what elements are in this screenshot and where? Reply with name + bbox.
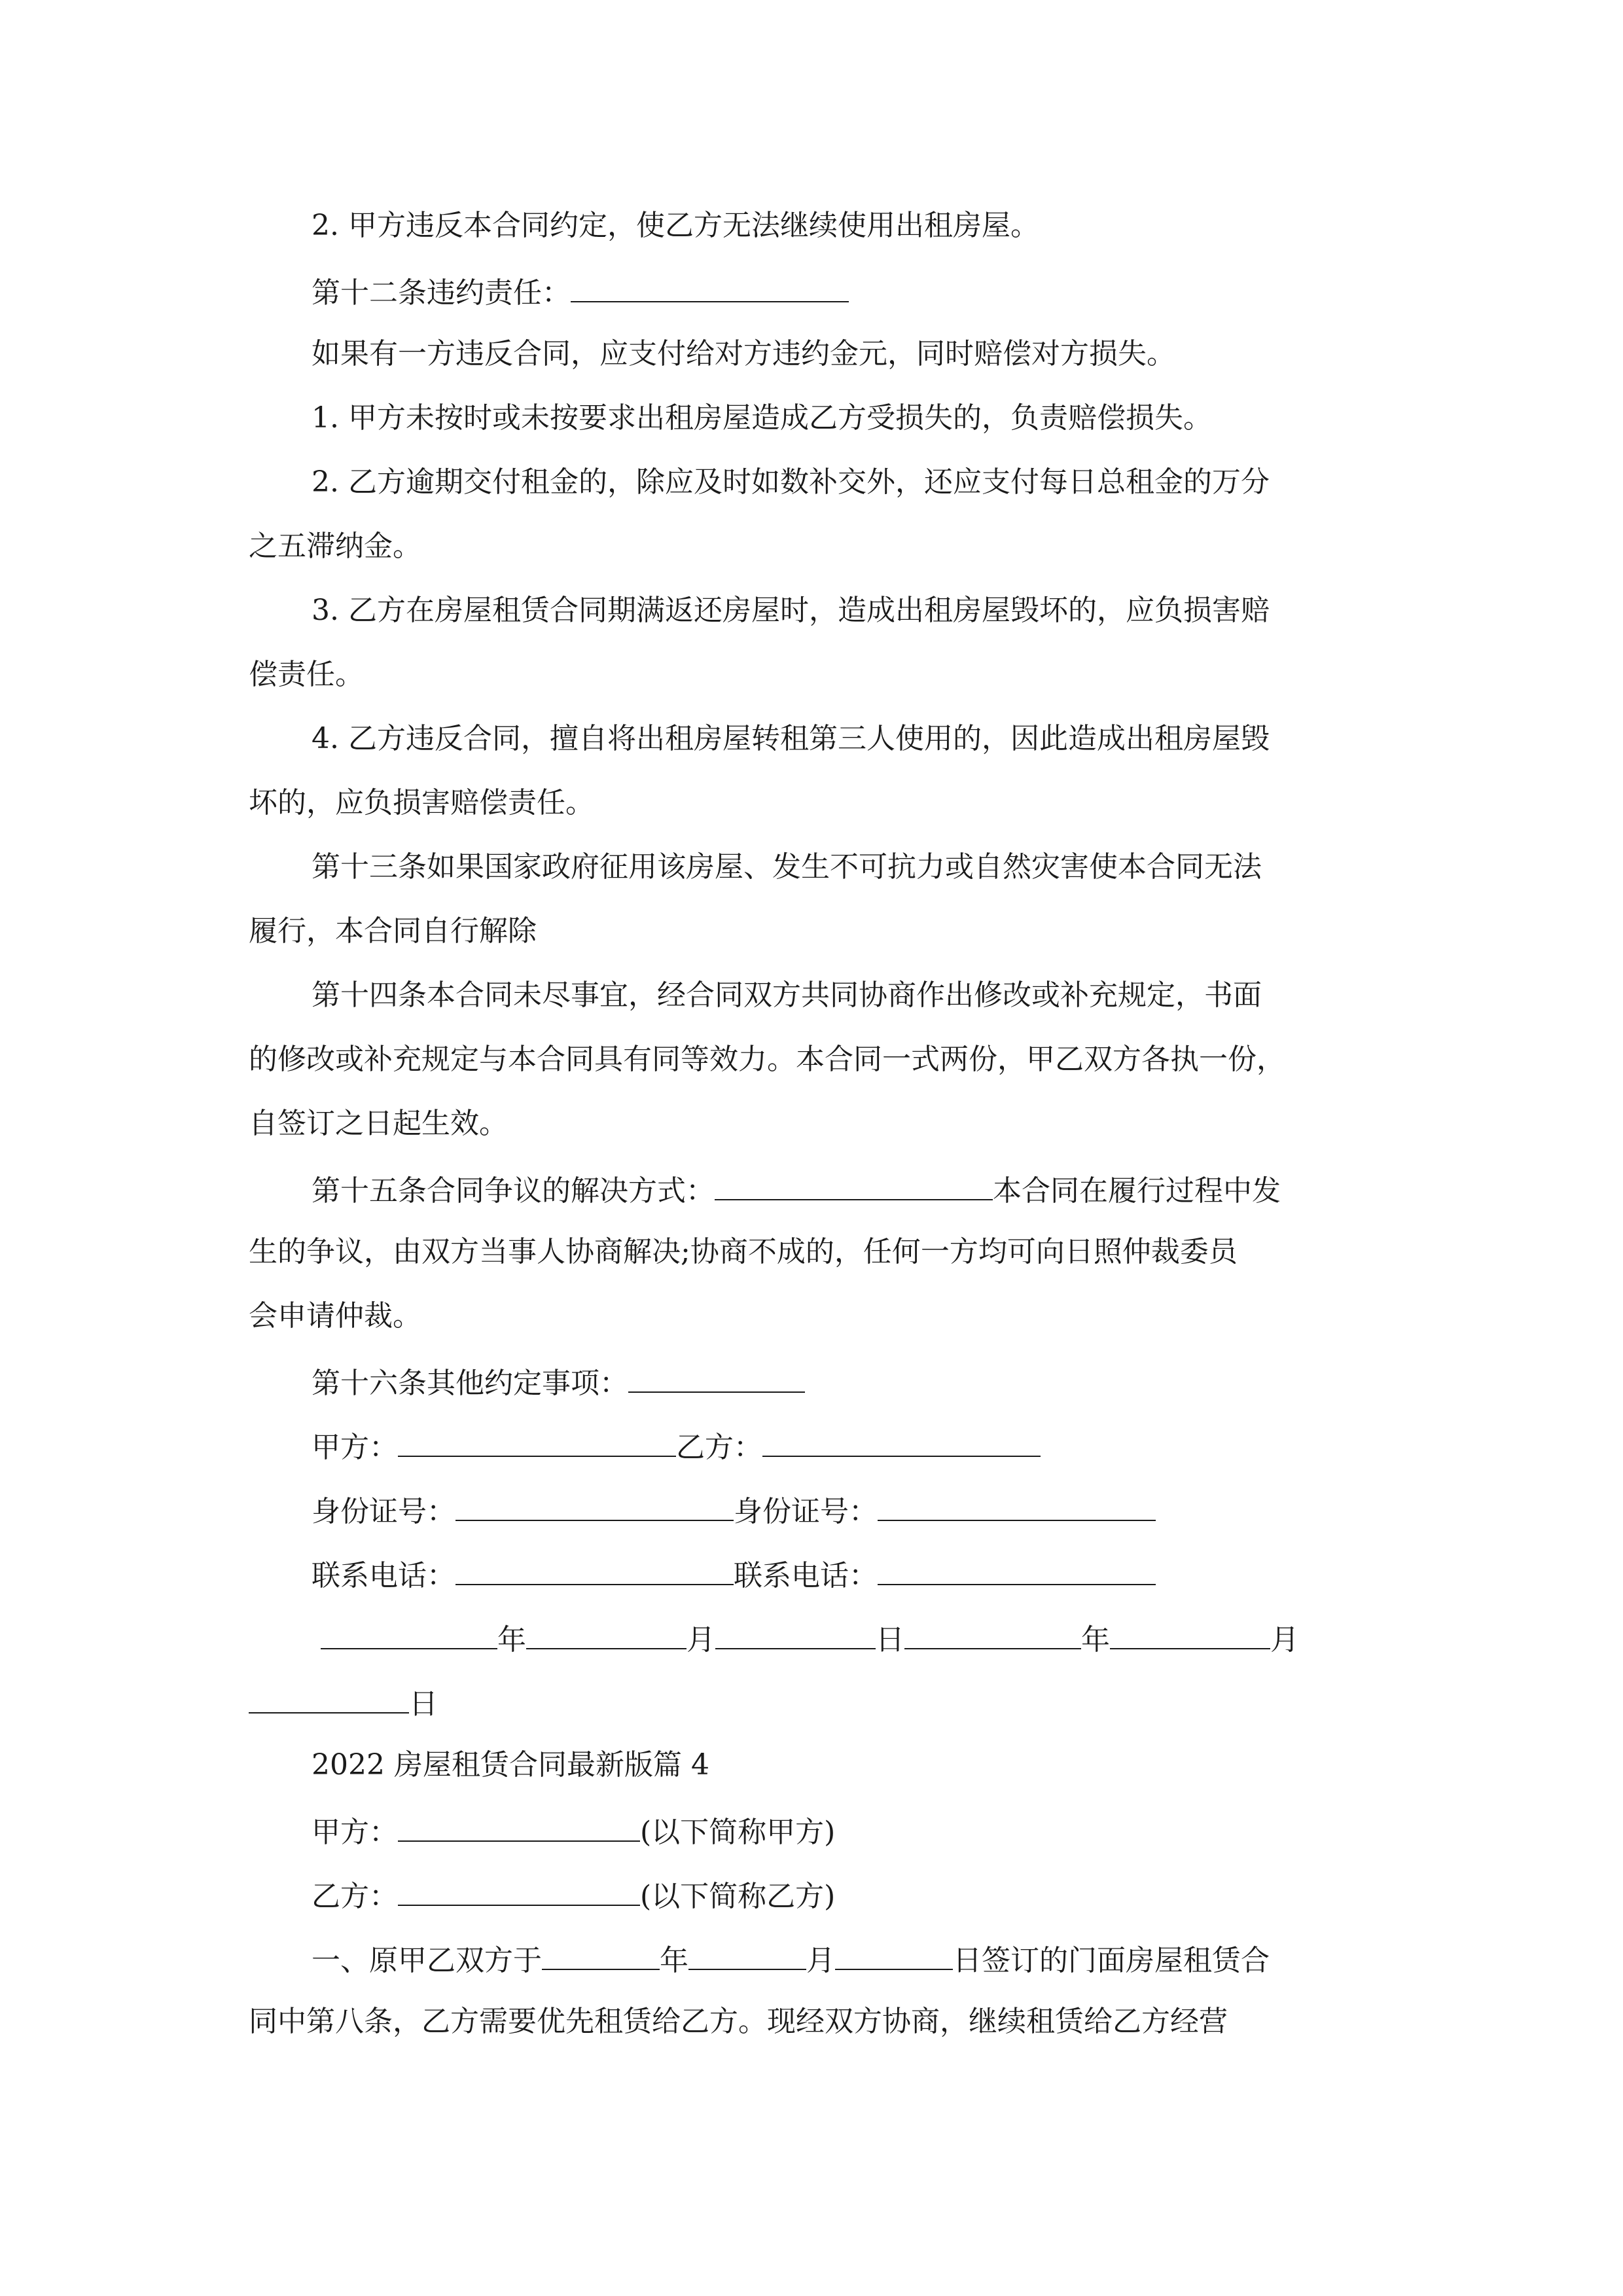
day-field[interactable] [835, 1940, 953, 1970]
party-a-field[interactable] [398, 1812, 640, 1842]
party-a-field[interactable] [398, 1427, 676, 1457]
date-month-field[interactable] [526, 1619, 687, 1649]
id-number-row: 身份证号： 身份证号： [312, 1491, 1156, 1530]
month-field[interactable] [688, 1940, 806, 1970]
clause-14: 第十四条本合同未尽事宜，经合同双方共同协商作出修改或补充规定，书面 [312, 978, 1262, 1012]
clause-14-cont-2: 自签订之日起生效。 [249, 1107, 508, 1140]
phone-row: 联系电话： 联系电话： [312, 1555, 1156, 1594]
year-field[interactable] [542, 1940, 660, 1970]
party-b-phone-field[interactable] [878, 1555, 1156, 1585]
clause-12-text: 如果有一方违反合同，应支付给对方违约金元，同时赔偿对方损失。 [312, 337, 1175, 370]
blank-field[interactable] [715, 1170, 993, 1200]
party-a-id-field[interactable] [455, 1491, 734, 1521]
party-b-id-field[interactable] [878, 1491, 1156, 1521]
clause-12-item-3-cont: 偿责任。 [249, 658, 364, 691]
clause-12-item-3: 3. 乙方在房屋租赁合同期满返还房屋时，造成出租房屋毁坏的，应负损害赔 [312, 594, 1270, 627]
clause-13: 第十三条如果国家政府征用该房屋、发生不可抗力或自然灾害使本合同无法 [312, 850, 1262, 884]
clause-12-item-2: 2. 乙方逾期交付租金的，除应及时如数补交外，还应支付每日总租金的万分 [312, 465, 1270, 499]
blank-field[interactable] [571, 272, 849, 302]
date-row-cont: 日 [249, 1683, 438, 1722]
date-year-field[interactable] [321, 1619, 497, 1649]
date-year-field[interactable] [904, 1619, 1081, 1649]
party-a-phone-field[interactable] [455, 1555, 734, 1585]
clause-15: 第十五条合同争议的解决方式： 本合同在履行过程中发 [312, 1170, 1281, 1209]
clause-11-item-2: 2. 甲方违反本合同约定，使乙方无法继续使用出租房屋。 [312, 209, 1039, 242]
clause-13-cont: 履行，本合同自行解除 [249, 914, 537, 948]
date-day-field[interactable] [249, 1683, 409, 1713]
party-signature-row: 甲方： 乙方： [312, 1427, 1041, 1465]
party-b-field[interactable] [762, 1427, 1041, 1457]
clause-15-cont-2: 会申请仲裁。 [249, 1299, 421, 1333]
article-1: 一、原甲乙双方于 年 月 日签订的门面房屋租赁合 [312, 1940, 1270, 1979]
clause-15-cont-1: 生的争议，由双方当事人协商解决;协商不成的，任何一方均可向日照仲裁委员 [249, 1235, 1238, 1268]
party-a-line: 甲方： (以下简称甲方) [312, 1812, 835, 1850]
clause-12-item-2-cont: 之五滞纳金。 [249, 529, 421, 563]
clause-12-item-4-cont: 坏的，应负损害赔偿责任。 [249, 786, 594, 819]
section-title: 2022 房屋租赁合同最新版篇 4 [312, 1748, 709, 1782]
date-row: 年 月 日 年 月 [321, 1619, 1299, 1658]
date-day-field[interactable] [715, 1619, 876, 1649]
clause-12-heading: 第十二条违约责任： [312, 272, 849, 311]
party-b-line: 乙方： (以下简称乙方) [312, 1876, 835, 1914]
article-1-cont: 同中第八条，乙方需要优先租赁给乙方。现经双方协商，继续租赁给乙方经营 [249, 2005, 1228, 2038]
blank-field[interactable] [628, 1363, 805, 1393]
clause-14-cont-1: 的修改或补充规定与本合同具有同等效力。本合同一式两份，甲乙双方各执一份， [249, 1043, 1285, 1076]
clause-12-item-1: 1. 甲方未按时或未按要求出租房屋造成乙方受损失的，负责赔偿损失。 [312, 401, 1212, 435]
clause-16: 第十六条其他约定事项： [312, 1363, 805, 1401]
clause-12-item-4: 4. 乙方违反合同，擅自将出租房屋转租第三人使用的，因此造成出租房屋毁 [312, 722, 1270, 755]
date-month-field[interactable] [1110, 1619, 1270, 1649]
party-b-field[interactable] [398, 1876, 640, 1906]
